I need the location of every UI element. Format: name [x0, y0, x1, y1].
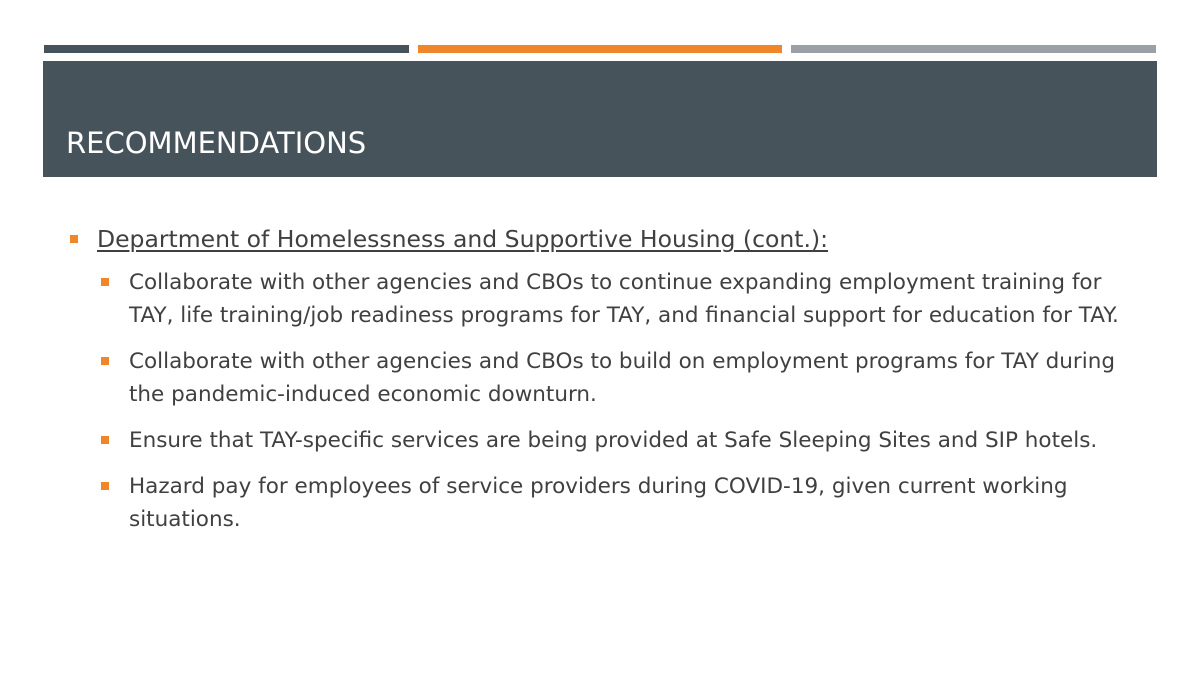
- accent-bar-gray: [791, 45, 1156, 53]
- list-item: [98, 424, 1146, 457]
- square-bullet-icon: [101, 482, 109, 490]
- bullet-heading: [66, 222, 1146, 256]
- square-bullet-icon: [70, 235, 78, 243]
- accent-bar-orange: [418, 45, 782, 53]
- slide-title: RECOMMENDATIONS: [66, 126, 367, 160]
- list-item-text: Collaborate with other agencies and CBOs to continue expanding employment training for TAY, life training/job readiness programs for TAY, and financial support for education for TAY.: [129, 270, 1119, 328]
- list-item-text: Ensure that TAY-specific services are being provided at Safe Sleeping Sites and SIP hotels.: [129, 428, 1098, 453]
- list-item: [98, 345, 1146, 411]
- sub-bullet-list: [66, 266, 1146, 536]
- list-item-text: Collaborate with other agencies and CBOs to build on employment programs for TAY during the pandemic-induced economic downturn.: [129, 349, 1116, 407]
- square-bullet-icon: [101, 436, 109, 444]
- list-item-text: Hazard pay for employees of service providers during COVID-19, given current working situations.: [129, 474, 1068, 532]
- square-bullet-icon: [101, 357, 109, 365]
- list-item: [98, 266, 1146, 332]
- slide-body: [66, 222, 1146, 549]
- heading-text: Department of Homelessness and Supportive Housing (cont.):: [97, 225, 829, 253]
- list-item: [98, 470, 1146, 536]
- square-bullet-icon: [101, 278, 109, 286]
- title-band: [43, 61, 1157, 177]
- accent-bar-dark: [44, 45, 409, 53]
